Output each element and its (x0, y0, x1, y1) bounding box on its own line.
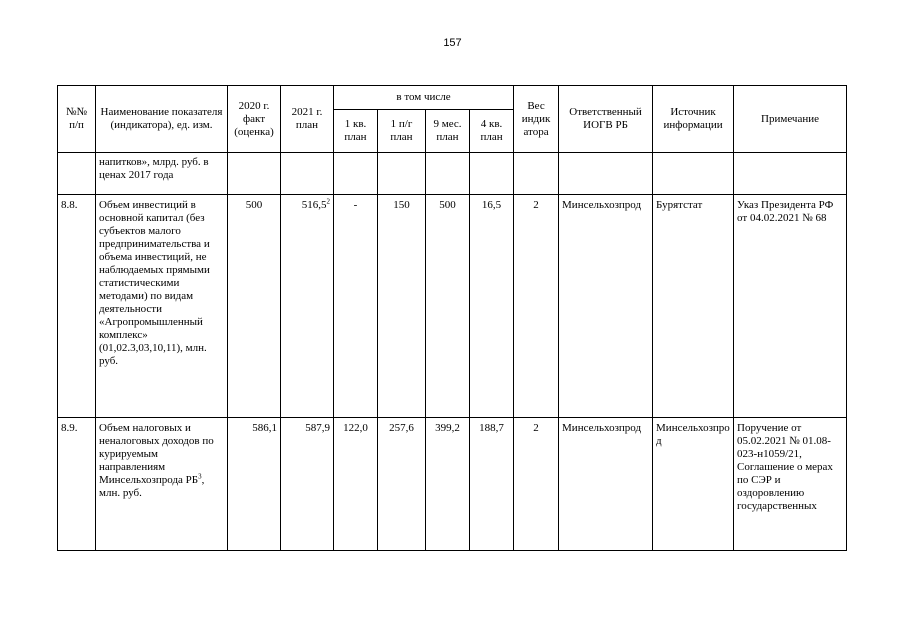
cell-name (96, 418, 228, 551)
cell-plan-2021 (281, 153, 334, 195)
cell-note (734, 153, 847, 195)
cell-name: Объем инвестиций в основной капитал (без субъектов малого предпринимательства и объема инвестиций, не наблюдаемых прямыми статистическими методами) по видам деятельности «Агропромышленный комплекс» (01,02.3,03,10,11), млн. руб. (96, 195, 228, 418)
cell-q1: - (334, 195, 378, 418)
cell-responsible (559, 153, 653, 195)
footnote-mark: 2 (326, 197, 330, 206)
header-responsible: Ответственный ИОГВ РБ (559, 86, 653, 153)
cell-plan-2021: 587,9 (281, 418, 334, 551)
cell-fact-2020: 500 (228, 195, 281, 418)
cell-9m: 399,2 (426, 418, 470, 551)
cell-num: 8.9. (58, 418, 96, 551)
header-h1: 1 п/г план (378, 110, 426, 153)
indicators-table (57, 85, 847, 551)
cell-weight (514, 153, 559, 195)
header-q1: 1 кв. план (334, 110, 378, 153)
cell-fact-2020: 586,1 (228, 418, 281, 551)
cell-source (653, 153, 734, 195)
cell-q1 (334, 153, 378, 195)
cell-responsible: Минсельхозпрод (559, 418, 653, 551)
header-fact-2020: 2020 г. факт (оценка) (228, 86, 281, 153)
header-q4: 4 кв. план (470, 110, 514, 153)
page-number: 157 (443, 37, 462, 49)
cell-h1 (378, 153, 426, 195)
name-text: Объем налоговых и неналоговых доходов по курируемым направлениям Минсельхозпрода РБ (99, 422, 214, 486)
cell-name: напитков», млрд. руб. в ценах 2017 года (96, 153, 228, 195)
cell-h1: 150 (378, 195, 426, 418)
cell-q1: 122,0 (334, 418, 378, 551)
plan-value: 516,5 (301, 199, 327, 211)
cell-9m: 500 (426, 195, 470, 418)
cell-9m (426, 153, 470, 195)
cell-fact-2020 (228, 153, 281, 195)
cell-num: 8.8. (58, 195, 96, 418)
cell-note: Указ Президента РФ от 04.02.2021 № 68 (734, 195, 847, 418)
table-row (58, 195, 847, 418)
cell-q4 (470, 153, 514, 195)
header-plan-2021: 2021 г. план (281, 86, 334, 153)
footnote-mark: 3 (198, 472, 202, 481)
header-source: Источник информации (653, 86, 734, 153)
cell-q4: 16,5 (470, 195, 514, 418)
cell-num (58, 153, 96, 195)
cell-responsible: Минсельхозпрод (559, 195, 653, 418)
header-weight: Вес индик атора (514, 86, 559, 153)
cell-h1: 257,6 (378, 418, 426, 551)
cell-plan-2021 (281, 195, 334, 418)
header-name: Наименование показателя (индикатора), ед. изм. (96, 86, 228, 153)
cell-weight: 2 (514, 418, 559, 551)
table-row (58, 418, 847, 551)
cell-q4: 188,7 (470, 418, 514, 551)
cell-note: Поручение от 05.02.2021 № 01.08-023-н1059/21, Соглашение о мерах по СЭР и оздоровлению государственных (734, 418, 847, 551)
header-9m: 9 мес. план (426, 110, 470, 153)
header-including: в том числе (334, 86, 514, 110)
header-num: №№ п/п (58, 86, 96, 153)
cell-weight: 2 (514, 195, 559, 418)
header-note: Примечание (734, 86, 847, 153)
cell-source: Минсельхозпрод (653, 418, 734, 551)
name-unit: , млн. руб. (99, 474, 205, 499)
cell-source: Бурятстат (653, 195, 734, 418)
table-row (58, 153, 847, 195)
